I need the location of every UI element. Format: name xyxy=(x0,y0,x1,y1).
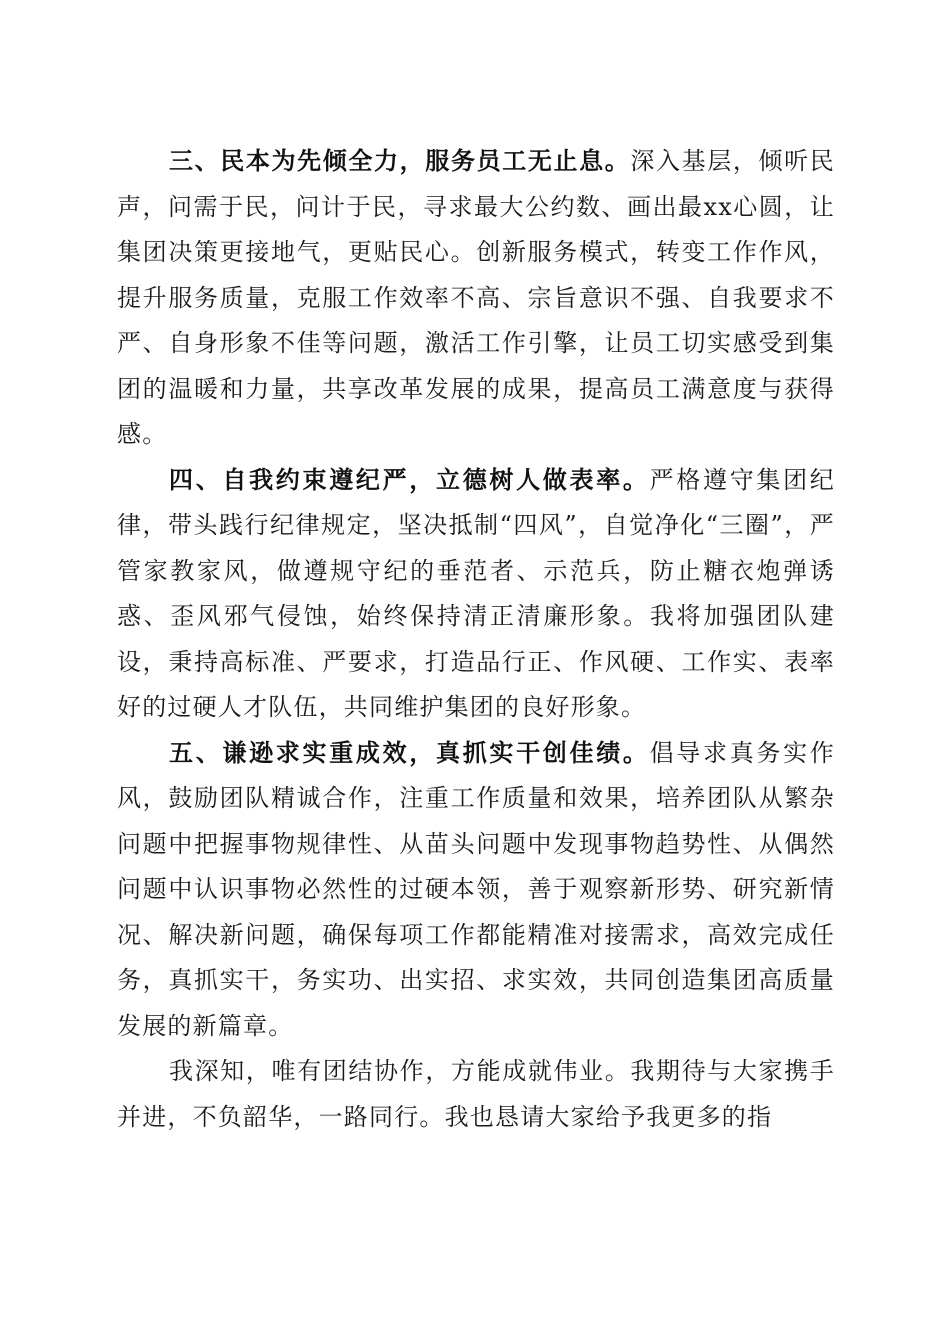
paragraph-heading: 五、谦逊求实重成效，真抓实干创佳绩。 xyxy=(169,738,650,767)
paragraph-text: 深入基层，倾听民声，问需于民，问计于民，寻求最大公约数、画出最xx心圆，让集团决策更接地气，更贴民心。创新服务模式，转变工作作风，提升服务质量，克服工作效率不高、宗旨意识不强、自我要求不严、自身形象不佳等问题，激活工作引擎，让员工切实感受到集团的温暖和力量，共享改革发展的成果，提高员工满意度与获得感。 xyxy=(117,147,835,448)
paragraph-text: 倡导求真务实作风，鼓励团队精诚合作，注重工作质量和效果，培养团队从繁杂问题中把握事物规律性、从苗头问题中发现事物趋势性、从偶然问题中认识事物必然性的过硬本领，善于观察新形势、研究新情况、解决新问题，确保每项工作都能精准对接需求，高效完成任务，真抓实干，务实功、出实招、求实效，共同创造集团高质量发展的新篇章。 xyxy=(117,738,835,1040)
paragraph-5 xyxy=(117,731,835,1050)
paragraph-heading: 四、自我约束遵纪严，立德树人做表率。 xyxy=(169,465,650,494)
paragraph-heading: 三、民本为先倾全力，服务员工无止息。 xyxy=(169,147,631,175)
paragraph-3 xyxy=(117,139,835,458)
paragraph-closing xyxy=(117,1049,835,1140)
paragraph-text: 严格遵守集团纪律，带头践行纪律规定，坚决抵制“四风”，自觉净化“三圈”，严管家教家风，做遵规守纪的垂范者、示范兵，防止糖衣炮弹诱惑、歪风邪气侵蚀，始终保持清正清廉形象。我将加强团队建设，秉持高标准、严要求，打造品行正、作风硬、工作实、表率好的过硬人才队伍，共同维护集团的良好形象。 xyxy=(117,465,835,721)
paragraph-4 xyxy=(117,458,835,731)
document-body xyxy=(117,139,835,1140)
paragraph-text: 我深知，唯有团结协作，方能成就伟业。我期待与大家携手并进，不负韶华，一路同行。我也恳请大家给予我更多的指 xyxy=(117,1057,835,1131)
